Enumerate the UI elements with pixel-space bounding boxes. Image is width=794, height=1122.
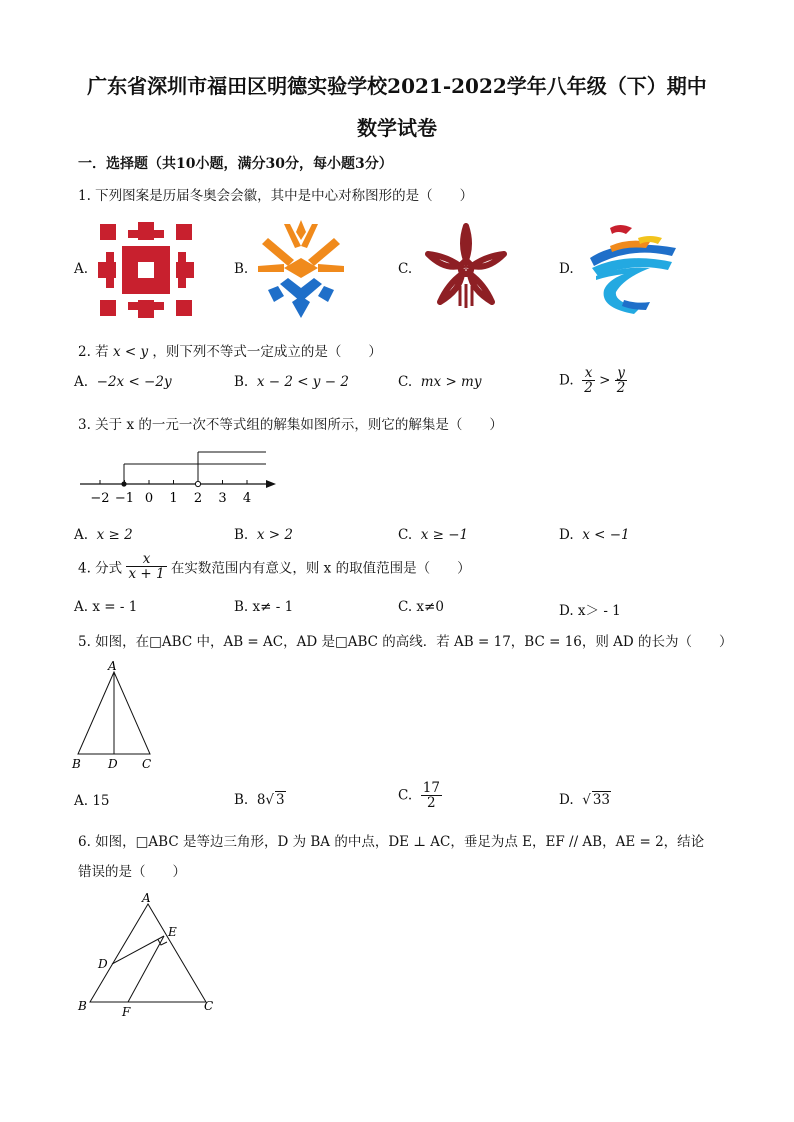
q3-option-a (74, 527, 133, 543)
axis-tick-label: 2 (193, 491, 203, 506)
q1-label-d: D. (559, 261, 574, 277)
q2-stem-math: x < y (112, 344, 149, 360)
question-4-stem (78, 552, 471, 581)
emblem-b-image (254, 216, 348, 322)
q5-label-opt-b: B. (234, 792, 249, 808)
q2-option-d-frac-right: $\frac{y}{2}$ (616, 365, 626, 397)
q2-option-b (234, 374, 349, 390)
q6-label-c: C (204, 999, 214, 1013)
question-1-stem: 1. 下列图案是历届冬奥会会徽，其中是中心对称图形的是（ ） (78, 188, 474, 204)
q4-stem-post: 在实数范围内有意义，则 x 的取值范围是（ ） (170, 560, 471, 577)
q4-option-d: D. x＞ - 1 (559, 603, 621, 619)
q2-stem-pre: 2. 若 (78, 344, 109, 360)
q2-option-d-frac-left: $\frac{x}{2}$ (584, 365, 593, 397)
q6-label-a: A (142, 891, 151, 905)
axis-tick-label: −1 (114, 491, 135, 506)
equilateral-triangle-figure (72, 890, 222, 1024)
exam-title-line1: 广东省深圳市福田区明德实验学校2021-2022学年八年级（下）期中 (87, 74, 707, 98)
q5-option-b-radicand: 3 (276, 792, 285, 808)
q2-label-c: C. (398, 374, 413, 390)
axis-tick-label: 3 (218, 491, 227, 506)
q2-option-a (74, 374, 172, 390)
q5-option-b: B. 8√ 3 (234, 792, 285, 808)
triangle-abc-figure (70, 658, 170, 774)
q5-option-b-coef: 8 (256, 792, 266, 808)
q1-label-c: C. (398, 261, 413, 277)
q4-stem-pre: 4. 分式 (78, 560, 123, 577)
q3-option-c (398, 527, 468, 543)
question-6-stem-line1: 6. 如图，□ABC 是等边三角形，D 为 BA 的中点，DE ⊥ AC，垂足为点 E，EF // AB，AE = 2，结论 (78, 834, 705, 850)
q2-stem-post: ，则下列不等式一定成立的是（ ） (152, 344, 382, 360)
axis-tick-label: 4 (242, 491, 252, 506)
q5-label-a: A (108, 659, 117, 673)
q4-option-c: C. x≠0 (398, 599, 444, 615)
q5-label-b: B (72, 757, 81, 771)
q2-option-c-text: mx > my (420, 374, 482, 390)
question-6-stem-line2: 错误的是（ ） (78, 864, 186, 880)
q2-label-d: D. (559, 372, 574, 389)
section-heading: 一．选择题（共10小题，满分30分，每小题3分） (78, 156, 393, 172)
q2-label-b: B. (234, 374, 249, 390)
q3-label-a: A. (74, 527, 89, 543)
q5-option-c-frac: $\frac{17}{2}$ (422, 780, 440, 812)
emblem-c-image (420, 220, 512, 312)
q3-option-d-text: x < −1 (582, 527, 630, 543)
q2-option-c (398, 374, 481, 390)
open-point-2 (195, 481, 200, 486)
q3-option-b-text: x > 2 (256, 527, 293, 543)
axis-tick-label: 0 (144, 491, 154, 506)
question-2-stem (78, 340, 382, 360)
q4-fraction: $\frac{x}{x + 1}$ (128, 551, 165, 583)
question-5-stem: 5. 如图，在□ABC 中，AB = AC，AD 是□ABC 的高线．若 AB = 17，BC = 16，则 AD 的长为（ ） (78, 634, 733, 650)
q6-label-f: F (122, 1005, 131, 1019)
emblem-a-image (94, 218, 198, 322)
q5-option-d: D. √ 33 (559, 792, 611, 808)
q5-label-d: D (108, 757, 118, 771)
q5-option-a-text: 15 (92, 793, 110, 809)
q2-option-d (559, 366, 627, 395)
q3-option-b (234, 527, 293, 543)
q4-option-b: B. x≠ - 1 (234, 599, 294, 615)
q1-label-b: B. (234, 261, 249, 277)
number-line-figure (76, 444, 286, 510)
q2-option-d-op: > (599, 372, 611, 389)
q5-option-c (398, 781, 442, 810)
q5-label-opt-c: C. (398, 787, 413, 804)
closed-point-minus1 (121, 481, 126, 486)
q2-option-b-text: x − 2 < y − 2 (256, 374, 349, 390)
q3-label-b: B. (234, 527, 249, 543)
q3-option-c-text: x ≥ −1 (420, 527, 469, 543)
q5-label-c: C (142, 757, 152, 771)
q4-option-a: A. x = - 1 (74, 599, 138, 615)
q5-label-opt-a: A. (74, 793, 89, 809)
q6-label-e: E (168, 925, 177, 939)
axis-tick-label: 1 (169, 491, 178, 506)
q3-label-c: C. (398, 527, 413, 543)
q2-option-a-text: −2x < −2y (96, 374, 172, 390)
emblem-d-image (580, 218, 680, 320)
question-3-stem: 3. 关于 x 的一元一次不等式组的解集如图所示，则它的解集是（ ） (78, 417, 503, 433)
q5-option-d-radicand: 33 (592, 792, 611, 808)
q5-label-opt-d: D. (559, 792, 574, 808)
q3-option-a-text: x ≥ 2 (96, 527, 133, 543)
q6-label-b: B (78, 999, 87, 1013)
axis-tick-label: −2 (90, 491, 110, 506)
exam-title-line2: 数学试卷 (357, 116, 437, 140)
q6-label-d: D (98, 957, 108, 971)
q5-option-a (74, 793, 110, 809)
q3-label-d: D. (559, 527, 574, 543)
q3-option-d (559, 527, 630, 543)
q1-label-a: A. (74, 261, 89, 277)
q2-label-a: A. (74, 374, 89, 390)
